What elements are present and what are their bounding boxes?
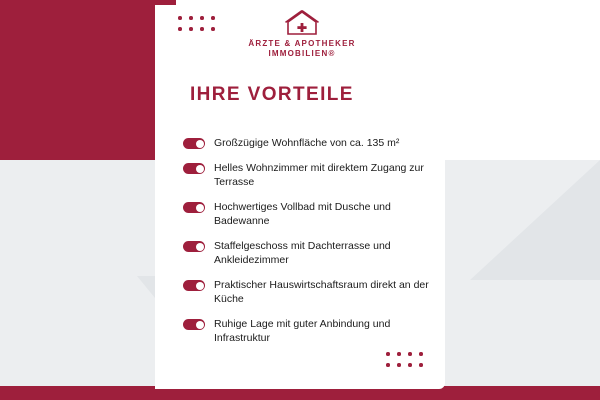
dot-grid-icon-top [178,16,218,34]
toggle-on-icon [183,138,205,149]
list-item-label: Helles Wohnzimmer mit direktem Zugang zur Terrasse [214,162,424,188]
benefits-list [183,136,438,356]
list-item [183,200,438,228]
list-item [183,239,438,267]
toggle-on-icon [183,163,205,174]
toggle-on-icon [183,241,205,252]
background-top-left-block [0,0,176,160]
brand-name-line1: ÄRZTE & APOTHEKER [248,39,356,48]
list-item-label: Großzügige Wohnfläche von ca. 135 m² [214,137,400,149]
brand-name-line2: IMMOBILIEN® [268,49,336,58]
list-item [183,278,438,306]
list-item-label: Hochwertiges Vollbad mit Dusche und Badewanne [214,201,391,227]
list-item-label: Ruhige Lage mit guter Anbindung und Infrastruktur [214,318,391,344]
page-title: IHRE VORTEILE [190,84,354,105]
list-item [183,317,438,345]
brand-logo [232,10,372,59]
list-item [183,136,438,150]
house-with-cross-icon [282,10,322,36]
list-item-label: Staffelgeschoss mit Dachterrasse und Ankleidezimmer [214,240,391,266]
toggle-on-icon [183,280,205,291]
toggle-on-icon [183,202,205,213]
list-item-label: Praktischer Hauswirtschaftsraum direkt an der Küche [214,279,429,305]
toggle-on-icon [183,319,205,330]
list-item [183,161,438,189]
